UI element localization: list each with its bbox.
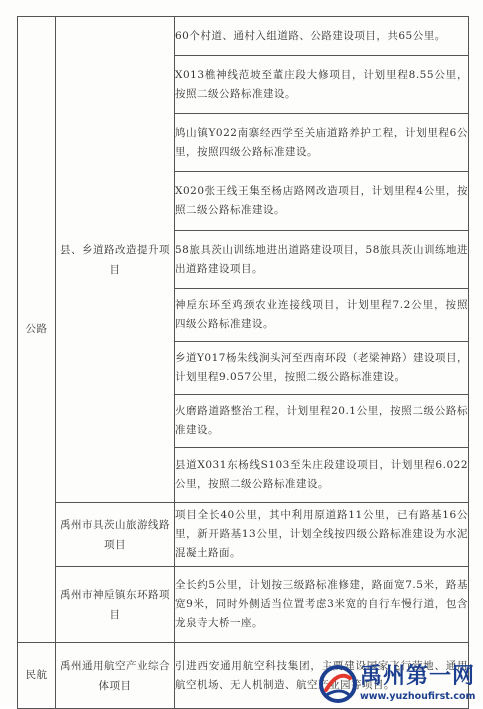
subcategory-county-roads-cell <box>56 17 175 503</box>
project-desc-cell: X013樵神线范坡至董庄段大修项目，计划里程8.55公里，按照二级公路标准建设。 <box>175 56 469 114</box>
subcategory-county-roads-label: 县、乡道路改造提升项目 <box>60 243 170 276</box>
subcategory-jushan-label: 禹州市具茨山旅游线路项目 <box>60 518 170 551</box>
table-row <box>18 567 469 643</box>
project-desc-cell: 乡道Y017杨朱线涧头河至西南环段（老梁神路）建设项目，计划里程9.057公里，按照二级公路标准建设。 <box>175 342 469 395</box>
project-desc-cell: 项目全长40公里，其中利用原道路11公里，已有路基16公里，新开路基13公里，计划全线按四级公路标准建设为水泥混凝土路面。 <box>175 503 469 567</box>
subcategory-aviation-cell <box>56 643 175 709</box>
subcategory-shenhou-label: 禹州市神垕镇东环路项目 <box>60 588 170 621</box>
project-desc-cell: 神垕东环至鸡颈农业连接线项目，计划里程7.2公里，按照四级公路标准建设。 <box>175 289 469 342</box>
project-desc-cell: 县道X031东杨线S103至朱庄段建设项目，计划里程6.022公里，按照二级公路标准建设。 <box>175 448 469 503</box>
table-row <box>18 643 469 709</box>
project-desc-cell: X020张王线王集至杨店路网改造项目，计划里程4公里，按照二级公路标准建设。 <box>175 172 469 231</box>
watermark-title: 禹州第一网 <box>360 664 476 689</box>
subcategory-shenhou-cell <box>56 567 175 643</box>
project-desc-cell: 58旅具茨山训练地进出道路建设项目，58旅具茨山训练地进出道路建设项目。 <box>175 231 469 289</box>
project-desc-cell: 鸠山镇Y022南寨经西学至关庙道路养护工程，计划里程6公里，按照四级公路标准建设。 <box>175 114 469 172</box>
project-desc-cell: 60个村道、通村入组道路、公路建设项目，共65公里。 <box>175 17 469 56</box>
category-aviation-cell <box>18 643 56 709</box>
project-desc-cell: 全长约5公里，计划按三级路标准修建，路面宽7.5米，路基宽9米，同时外侧适当位置考虑3米宽的自行车慢行道，包含龙泉寺大桥一座。 <box>175 567 469 643</box>
category-road-label: 公路 <box>25 323 48 335</box>
project-desc-cell: 火磨路道路整治工程，计划里程20.1公里，按照二级公路标准建设。 <box>175 395 469 448</box>
table-row <box>18 503 469 567</box>
category-road-cell <box>18 17 56 643</box>
subcategory-jushan-cell <box>56 503 175 567</box>
watermark-url: www.yuzhoufirst.com <box>360 691 476 702</box>
subcategory-aviation-label: 禹州通用航空产业综合体项目 <box>60 659 170 692</box>
project-table <box>17 16 469 709</box>
table-row <box>18 17 469 56</box>
category-aviation-label: 民航 <box>25 669 48 681</box>
project-desc-cell: 引进西安通用航空科技集团，主要建设国家飞行营地、通用航空机场、无人机制造、航空产业园等项目。 <box>175 643 469 709</box>
